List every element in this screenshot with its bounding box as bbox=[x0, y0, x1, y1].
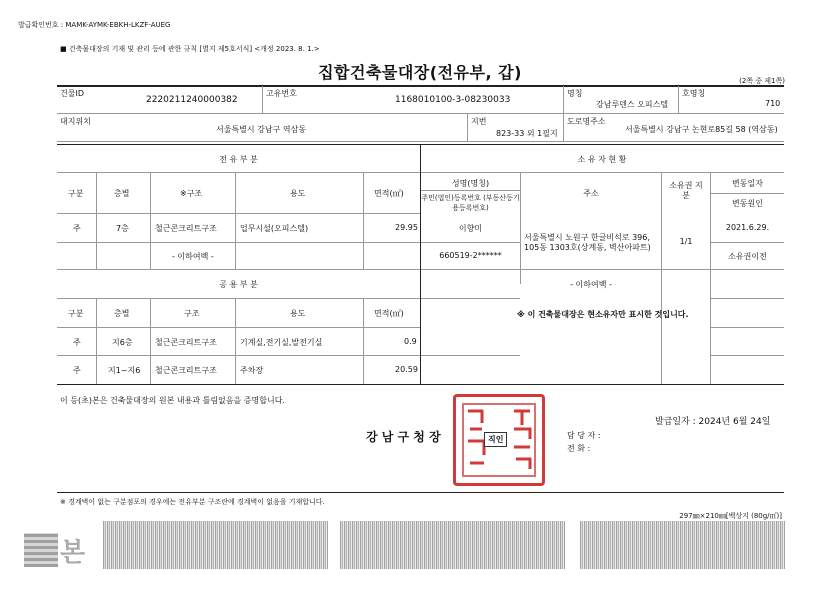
document-title: 집합건축물대장(전유부, 갑) bbox=[318, 63, 522, 82]
footnote: ※ 경계벽이 없는 구분점포의 경우에는 전유부분 구조란에 경계벽이 없음을 기재합니다. bbox=[60, 498, 325, 506]
building-id-label: 건물ID bbox=[60, 89, 84, 98]
owner-header-name: 성명(명칭) bbox=[451, 179, 490, 188]
ex-row-use: 업무시설(오피스텔) bbox=[240, 224, 309, 233]
co-header-type: 구분 bbox=[68, 309, 84, 318]
ex-header-floor: 층별 bbox=[114, 189, 130, 198]
barcode-strip bbox=[103, 521, 328, 569]
page-info: (2쪽 중 제1쪽) bbox=[739, 77, 785, 85]
ex-header-use: 용도 bbox=[290, 189, 306, 198]
row-divider bbox=[57, 113, 784, 114]
co-row-type: 주 bbox=[73, 366, 81, 375]
site-location: 서울특별시 강남구 역삼동 bbox=[216, 125, 307, 134]
co-row-floor: 지6층 bbox=[112, 338, 133, 347]
row-divider bbox=[57, 141, 784, 142]
co-row-floor: 지1~지6 bbox=[108, 366, 141, 375]
co-row-use: 기계실,전기실,발전기실 bbox=[240, 338, 323, 347]
ex-header-type: 구분 bbox=[68, 189, 84, 198]
owner-name: 이향미 bbox=[458, 224, 483, 233]
qr-code-icon bbox=[24, 533, 58, 567]
table-top-border bbox=[57, 85, 784, 87]
co-header-structure: 구조 bbox=[184, 309, 200, 318]
co-row-structure: 철근콘크리트구조 bbox=[155, 338, 217, 347]
regulation-text: ■ 건축물대장의 기재 및 관리 등에 관한 규칙 [별지 제5호서식] <개정 2023. 8. 1.> bbox=[60, 45, 320, 53]
road-address: 서울특별시 강남구 논현로85길 58 (역삼동) bbox=[625, 125, 778, 134]
seal-stamp-text: 직인 bbox=[484, 432, 507, 447]
ex-header-area: 면적(㎡) bbox=[374, 189, 404, 198]
owner-blank: - 이하여백 - bbox=[570, 280, 612, 289]
issue-number: 발급확인번호 : MAMK-AYMK-EBKH-LKZF-AUEG bbox=[18, 21, 171, 29]
co-row-use: 주차장 bbox=[240, 366, 264, 375]
issuer-name: 강 남 구 청 장 bbox=[366, 430, 441, 444]
co-row-area: 0.9 bbox=[404, 337, 417, 346]
owner-header-share: 소유권 지분 bbox=[669, 181, 703, 200]
co-row-area: 20.59 bbox=[395, 365, 418, 374]
ex-row-area: 29.95 bbox=[395, 223, 418, 232]
officer-label: 담 당 자 : bbox=[567, 431, 601, 440]
co-row-structure: 철근콘크리트구조 bbox=[155, 366, 217, 375]
site-label: 대지위치 bbox=[60, 117, 91, 126]
ex-row-structure: 철근콘크리트구조 bbox=[155, 224, 217, 233]
owner-header-address: 주소 bbox=[583, 189, 599, 198]
barcode-strip bbox=[340, 521, 565, 569]
ex-header-structure: ※구조 bbox=[180, 189, 203, 198]
lot-number: 823-33 외 1필지 bbox=[496, 129, 558, 138]
co-header-floor: 층별 bbox=[114, 309, 130, 318]
lot-label: 지번 bbox=[471, 117, 487, 126]
building-name: 강남루덴스 오피스텔 bbox=[596, 100, 669, 109]
issue-date: 발급일자 : 2024년 6월 24일 bbox=[655, 417, 771, 427]
unit-label: 호명칭 bbox=[682, 89, 706, 98]
owner-header-date: 변동일자 bbox=[732, 179, 763, 188]
building-id: 2220211240000382 bbox=[146, 95, 238, 105]
unit-name: 710 bbox=[765, 99, 781, 108]
co-header-area: 면적(㎡) bbox=[374, 309, 404, 318]
owner-section-label: 소 유 자 현 황 bbox=[577, 155, 627, 164]
ex-blank: - 이하여백 - bbox=[172, 252, 214, 261]
owner-header-regno: 주민(법인)등록번호 (부동산등기용등록번호) bbox=[421, 194, 520, 212]
certify-text: 이 등(초)본은 건축물대장의 원본 내용과 틀림없음을 증명합니다. bbox=[60, 396, 285, 405]
exclusive-section-label: 전 유 부 분 bbox=[219, 155, 258, 164]
owner-notice: ※ 이 건축물대장은 현소유자만 표시한 것입니다. bbox=[517, 310, 689, 319]
co-header-use: 용도 bbox=[290, 309, 306, 318]
watermark-text: 본 bbox=[60, 538, 86, 568]
owner-address: 서울특별시 노원구 한글비석로 396, 105동 1303호(상계동, 벽산아파트) bbox=[524, 233, 651, 252]
name-label: 명칭 bbox=[567, 89, 583, 98]
paper-spec: 297㎜×210㎜[백상지 (80g/㎡)] bbox=[679, 512, 782, 520]
owner-change-date: 2021.6.29. bbox=[725, 223, 770, 232]
ex-row-floor: 7층 bbox=[116, 224, 129, 233]
owner-change-reason: 소유권이전 bbox=[728, 252, 767, 261]
common-section-label: 공 용 부 분 bbox=[219, 280, 258, 289]
owner-regno: 660519-2****** bbox=[439, 251, 502, 260]
official-seal bbox=[453, 394, 545, 486]
co-row-type: 주 bbox=[73, 338, 81, 347]
phone-label: 전 화 : bbox=[567, 444, 591, 453]
unique-no-label: 고유번호 bbox=[266, 89, 297, 98]
ex-row-type: 주 bbox=[73, 224, 81, 233]
owner-header-reason: 변동원인 bbox=[732, 199, 763, 208]
road-label: 도로명주소 bbox=[567, 117, 606, 126]
unique-no: 1168010100-3-08230033 bbox=[395, 95, 511, 105]
barcode-strip bbox=[580, 521, 785, 569]
owner-share: 1/1 bbox=[679, 237, 693, 246]
